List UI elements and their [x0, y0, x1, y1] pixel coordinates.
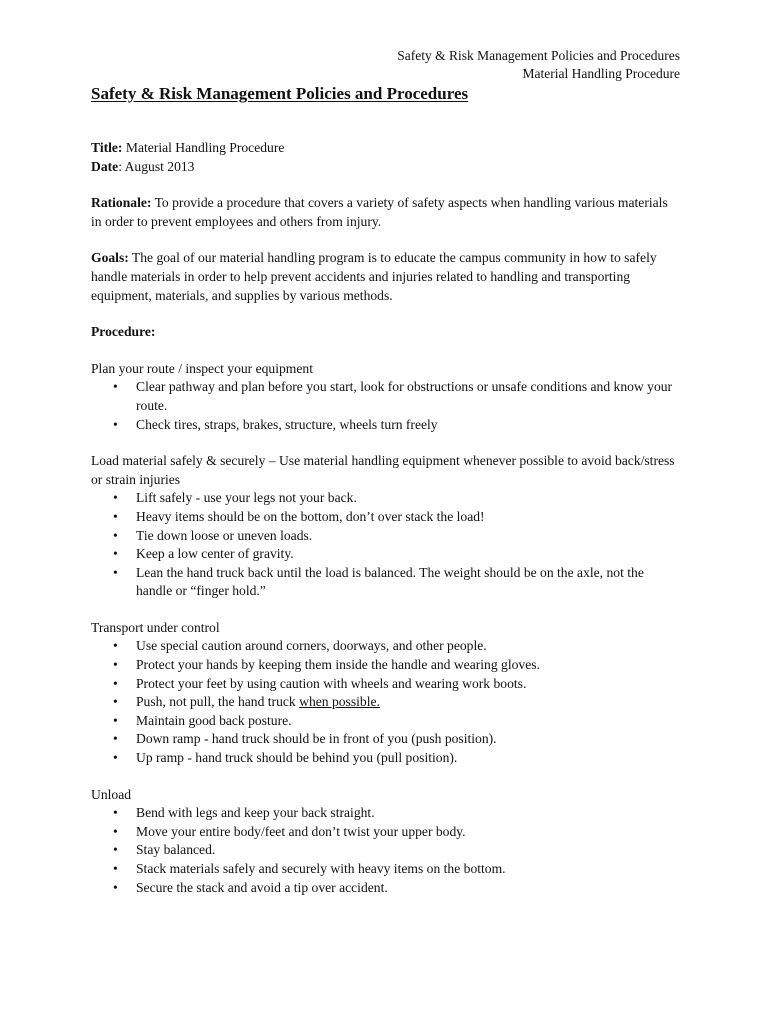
list-item: • Protect your hands by keeping them inside the handle and wearing gloves.: [91, 656, 681, 675]
load-list: [91, 489, 681, 601]
plan-list: [91, 378, 681, 434]
list-item: • Maintain good back posture.: [91, 712, 681, 731]
date-value: : August 2013: [118, 158, 195, 174]
list-item: • Check tires, straps, brakes, structure, wheels turn freely: [91, 416, 681, 435]
goals-label: Goals:: [91, 250, 129, 266]
list-item: • Tie down loose or uneven loads.: [91, 527, 681, 546]
list-item: • Move your entire body/feet and don’t twist your upper body.: [91, 823, 681, 842]
goals-paragraph: [91, 249, 681, 305]
unload-list: [91, 804, 681, 897]
section-heading-transport: Transport under control: [91, 619, 220, 635]
list-item: • Clear pathway and plan before you start, look for obstructions or unsafe conditions and know your route.: [91, 378, 681, 415]
rationale-label: Rationale:: [91, 195, 152, 211]
section-heading-plan: Plan your route / inspect your equipment: [91, 360, 313, 376]
running-header: [397, 47, 680, 83]
list-item: • Stay balanced.: [91, 841, 681, 860]
date-label: Date: [91, 158, 119, 174]
underlined-phrase: when possible.: [299, 694, 380, 710]
list-item: • Secure the stack and avoid a tip over accident.: [91, 879, 681, 898]
list-item: • Lift safely - use your legs not your back.: [91, 489, 681, 508]
section-heading-unload: Unload: [91, 786, 132, 802]
transport-list: [91, 637, 681, 767]
title-label: Title:: [91, 140, 123, 155]
list-item: • Lean the hand truck back until the load is balanced. The weight should be on the axle, not the handle or “finger hold.”: [91, 564, 681, 601]
goals-text: The goal of our material handling program is to educate the campus community in how to safely handle materials in order to help prevent accidents and injuries related to handling and transporting equipment, materials, and supplies by various methods.: [91, 250, 657, 303]
list-item: • Stack materials safely and securely with heavy items on the bottom.: [91, 860, 681, 879]
procedure-heading: Procedure:: [91, 324, 156, 340]
rationale-paragraph: [91, 194, 681, 231]
document-body: [91, 139, 681, 897]
title-line: [91, 139, 681, 158]
list-item: [91, 693, 681, 712]
document-title: Safety & Risk Management Policies and Procedures: [91, 84, 469, 103]
list-item: • Bend with legs and keep your back straight.: [91, 804, 681, 823]
list-item: • Use special caution around corners, doorways, and other people.: [91, 637, 681, 656]
list-item: • Up ramp - hand truck should be behind you (pull position).: [91, 749, 681, 768]
section-heading-load: Load material safely & securely – Use material handling equipment whenever possible to avoid back/stress or strain injuries: [91, 453, 675, 487]
running-header-line-1: Safety & Risk Management Policies and Procedures: [397, 48, 680, 63]
list-item: • Heavy items should be on the bottom, don’t over stack the load!: [91, 508, 681, 527]
title-value: Material Handling Procedure: [122, 140, 285, 155]
running-header-line-2: Material Handling Procedure: [522, 66, 680, 81]
list-item: • Keep a low center of gravity.: [91, 545, 681, 564]
list-item: • Protect your feet by using caution with wheels and wearing work boots.: [91, 675, 681, 694]
date-line: [91, 158, 681, 177]
list-item: • Down ramp - hand truck should be in front of you (push position).: [91, 730, 681, 749]
list-item-text: Push, not pull, the hand truck: [136, 694, 300, 710]
rationale-text: To provide a procedure that covers a variety of safety aspects when handling various materials in order to prevent employees and others from injury.: [91, 195, 668, 229]
